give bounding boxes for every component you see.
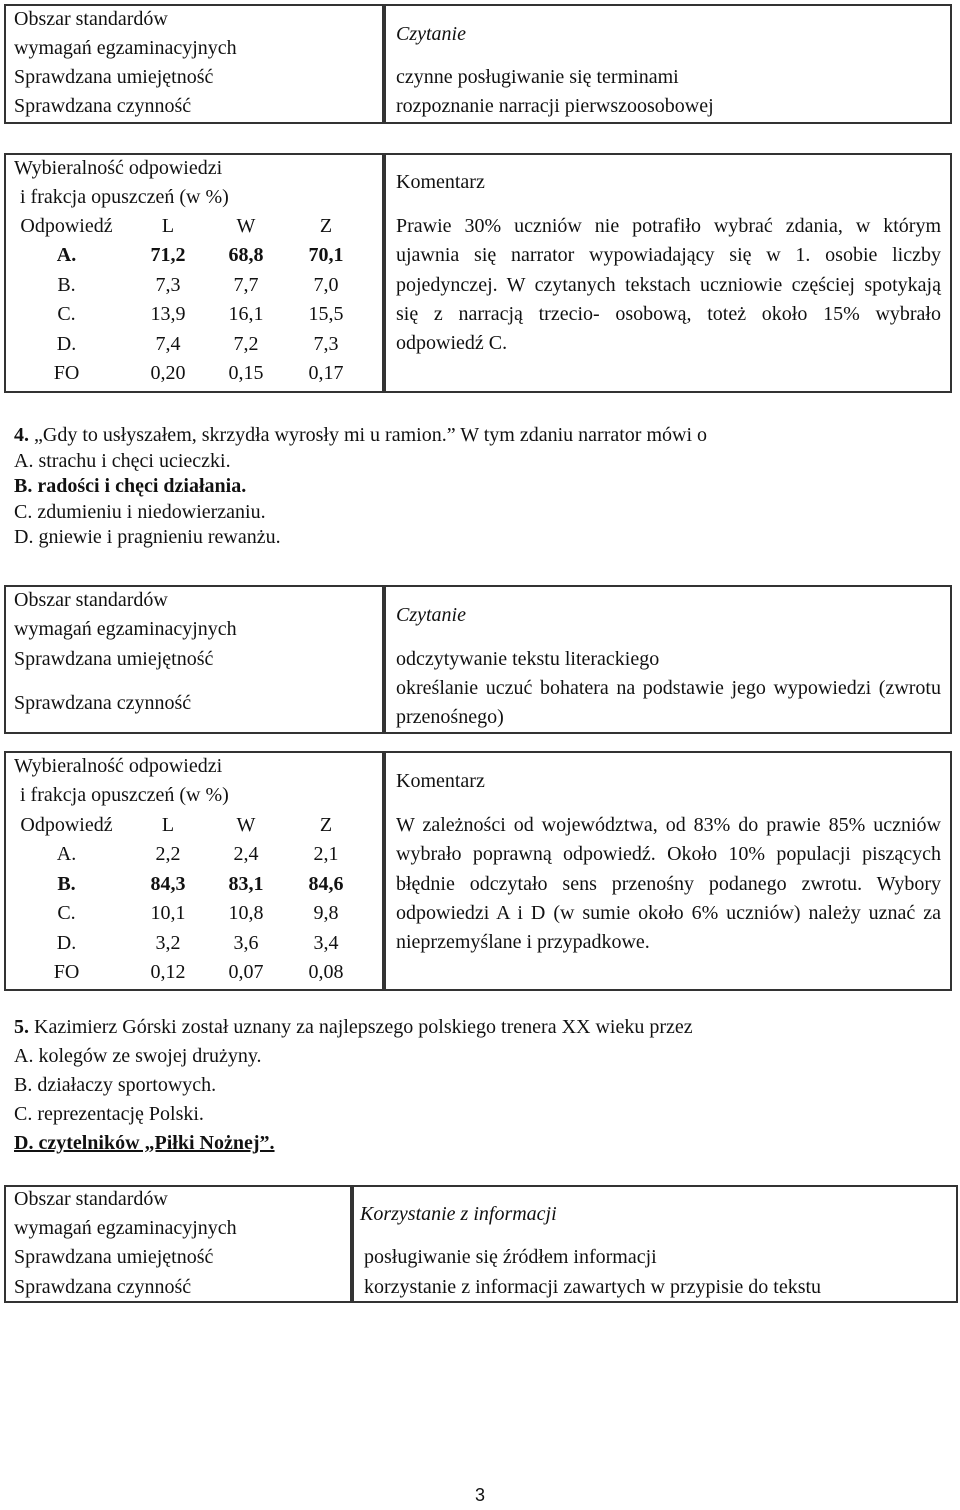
stats-cell: A. — [56, 843, 77, 866]
question-5-option-d: D. czytelników „Piłki Nożnej”. — [14, 1132, 275, 1154]
question-5 — [14, 1013, 693, 1158]
stats-cell: 2,4 — [233, 843, 259, 866]
question-4 — [14, 423, 707, 551]
stats-header-cell: W — [236, 814, 256, 836]
stats-cell: 0,08 — [308, 960, 344, 983]
stats-title-line2: i frakcja opuszczeń (w %) — [20, 186, 229, 208]
stats-cell: D. — [56, 332, 77, 355]
comment-text: Prawie 30% uczniów nie potrafiło wybrać zdania, w którym ujawnia się narrator wypowiadający się w 1. osobie liczby pojedynczej. W czytanych tekstach uczniowie częściej spotykają się z narracją trzecio- osobową, toteż około 15% wybrało odpowiedź C. — [396, 215, 941, 355]
stats-title-line1: Wybieralność odpowiedzi — [14, 157, 223, 179]
stats-cell: 7,4 — [155, 332, 181, 355]
question-4-option-a: A. strachu i chęci ucieczki. — [14, 449, 231, 472]
question-5-number: 5. — [14, 1016, 29, 1038]
stats-row — [4, 300, 384, 329]
question-4-option-d: D. gniewie i pragnieniu rewanżu. — [14, 526, 281, 548]
stats-cell: 9,8 — [313, 902, 339, 925]
comment-text: W zależności od województwa, od 83% do prawie 85% uczniów wybrało poprawną odpowiedź. Około 10% populacji piszących błędnie odczytało sens przenośny podanego zwrotu. Wybory odpowiedzi A i D (w sumie około 6% uczniów) należy uznać za nieprzemyślane i przypadkowe. — [396, 814, 941, 954]
stats-row — [4, 899, 384, 928]
question-4-number: 4. — [14, 424, 29, 446]
stats-cell: 10,8 — [228, 902, 264, 925]
stats-row — [4, 870, 384, 899]
stats-row — [4, 359, 384, 388]
stats-cell: 7,3 — [313, 332, 339, 355]
stats-cell: A. — [56, 244, 77, 267]
stats-row — [4, 271, 384, 300]
area-label-line2: wymagań egzaminacyjnych — [14, 618, 237, 640]
stats-cell: 13,9 — [150, 303, 186, 326]
stats-cell: 0,17 — [308, 361, 344, 384]
stats-cell: 7,3 — [155, 273, 181, 296]
question-5-option-b: B. działaczy sportowych. — [14, 1074, 217, 1096]
stats-cell: 7,7 — [233, 273, 259, 296]
page-number: 3 — [474, 1485, 485, 1505]
stats-cell: 2,2 — [155, 843, 181, 866]
activity-value: korzystanie z informacji zawartych w przypisie do tekstu — [364, 1276, 822, 1298]
stats-cell: 70,1 — [308, 244, 344, 267]
skill-label: Sprawdzana umiejętność — [14, 648, 214, 670]
activity-label: Sprawdzana czynność — [14, 692, 192, 714]
stats-cell: D. — [56, 931, 77, 954]
stats-row — [4, 840, 384, 869]
stats-cell: 10,1 — [150, 902, 186, 925]
area-label-line1: Obszar standardów — [14, 589, 168, 611]
question-5-option-a: A. kolegów ze swojej drużyny. — [14, 1045, 262, 1067]
stats-cell: 0,20 — [150, 361, 186, 384]
stats-cell: 68,8 — [228, 244, 264, 267]
stats-cell: 3,4 — [313, 931, 339, 954]
skill-value: odczytywanie tekstu literackiego — [396, 648, 660, 670]
area-value: Czytanie — [396, 604, 466, 626]
question-4-stem: 4. „Gdy to usłyszałem, skrzydła wyrosły mi u ramion.” W tym zdaniu narrator mówi o — [14, 424, 708, 446]
stats-row — [4, 958, 384, 987]
stats-cell: 84,3 — [150, 872, 186, 895]
stats-header-cell: Odpowiedź — [20, 814, 113, 836]
area-label-line1: Obszar standardów — [14, 1188, 168, 1210]
stats-cell: C. — [57, 303, 76, 326]
area-label-line2: wymagań egzaminacyjnych — [14, 1217, 237, 1239]
stats-cell: B. — [57, 872, 76, 895]
question-5-option-c: C. reprezentację Polski. — [14, 1103, 204, 1125]
skill-label: Sprawdzana umiejętność — [14, 1246, 214, 1268]
stats-cell: 0,07 — [228, 960, 264, 983]
area-value: Korzystanie z informacji — [360, 1203, 557, 1225]
question-4-option-b: B. radości i chęci działania. — [14, 475, 247, 497]
activity-value: określanie uczuć bohatera na podstawie jego wypowiedzi (zwrotu przenośnego) — [396, 677, 941, 729]
stats-cell: 0,12 — [150, 960, 186, 983]
question-5-stem: 5. Kazimierz Górski został uznany za najlepszego polskiego trenera XX wieku przez — [14, 1016, 693, 1038]
stats-cell: 16,1 — [228, 303, 264, 326]
stats-cell: FO — [53, 361, 80, 384]
comment-title: Komentarz — [396, 171, 485, 193]
stats-row — [4, 241, 384, 270]
stats-cell: 3,6 — [233, 931, 259, 954]
stats-header-cell: Z — [319, 215, 333, 237]
stats-cell: 0,15 — [228, 361, 264, 384]
comment-title: Komentarz — [396, 770, 485, 792]
question-4-option-c: C. zdumieniu i niedowierzaniu. — [14, 500, 266, 523]
stats-header-cell: Odpowiedź — [20, 215, 113, 237]
activity-label: Sprawdzana czynność — [14, 1276, 192, 1298]
stats-header-row — [4, 811, 384, 840]
stats-row — [4, 929, 384, 958]
stats-title-line1: Wybieralność odpowiedzi — [14, 755, 223, 777]
stats-title-line2: i frakcja opuszczeń (w %) — [20, 784, 229, 806]
stats-header-cell: L — [161, 814, 175, 836]
stats-cell: B. — [57, 273, 76, 296]
stats-cell: 83,1 — [228, 872, 264, 895]
stats-cell: 15,5 — [308, 303, 344, 326]
stats-row — [4, 330, 384, 359]
stats-cell: C. — [57, 902, 76, 925]
area-label-line1: Obszar standardów — [14, 8, 168, 30]
area-value: Czytanie — [396, 23, 466, 45]
area-label-line2: wymagań egzaminacyjnych — [14, 37, 237, 59]
stats-header-row — [4, 212, 384, 241]
skill-label: Sprawdzana umiejętność — [14, 66, 214, 88]
stats-grid — [4, 811, 384, 987]
stats-grid — [4, 212, 384, 388]
skill-value: posługiwanie się źródłem informacji — [364, 1246, 657, 1268]
stats-cell: 7,2 — [233, 332, 259, 355]
stats-cell: 7,0 — [313, 273, 339, 296]
activity-label: Sprawdzana czynność — [14, 95, 192, 117]
stats-cell: 2,1 — [313, 843, 339, 866]
stats-header-cell: W — [236, 215, 256, 237]
stats-header-cell: L — [161, 215, 175, 237]
stats-header-cell: Z — [319, 814, 333, 836]
stats-cell: FO — [53, 960, 80, 983]
stats-cell: 71,2 — [150, 244, 186, 267]
stats-cell: 84,6 — [308, 872, 344, 895]
stats-cell: 3,2 — [155, 931, 181, 954]
skill-value: czynne posługiwanie się terminami — [396, 66, 679, 88]
activity-value: rozpoznanie narracji pierwszoosobowej — [396, 95, 714, 117]
